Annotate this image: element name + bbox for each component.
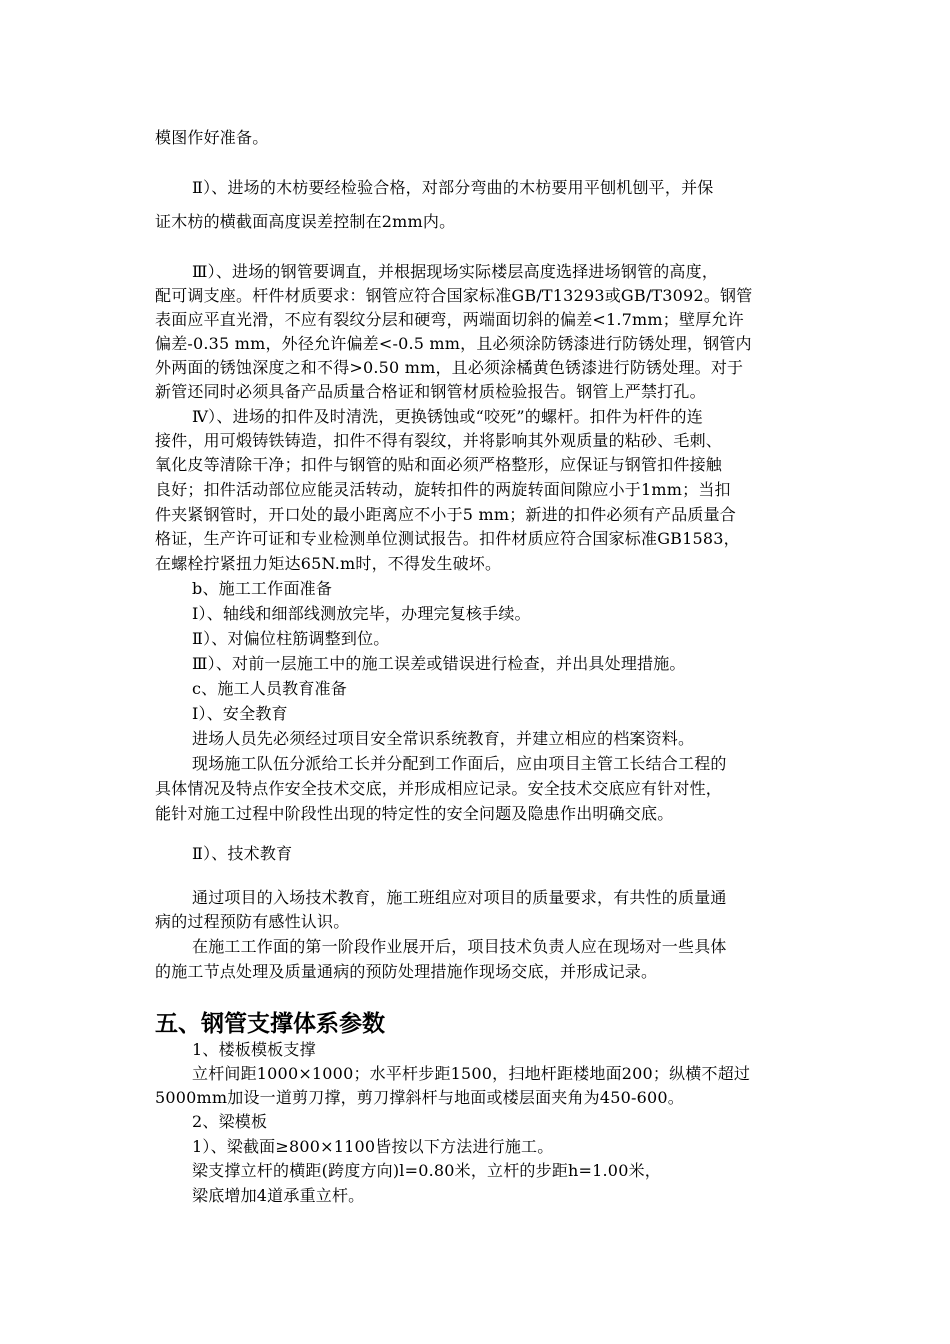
text-line: 配可调支座。杆件材质要求：钢管应符合国家标准GB/T13293或GB/T3092。钢管 [155,286,753,305]
text-line: 的施工节点处理及质量通病的预防处理措施作现场交底，并形成记录。 [155,962,658,981]
text-line: 梁底增加4道承重立杆。 [192,1186,365,1205]
text-line: 进场人员先必须经过项目安全常识系统教育，并建立相应的档案资料。 [192,729,695,748]
text-line: 2、梁模板 [192,1112,268,1131]
text-line: 外两面的锈蚀深度之和不得>0.50 mm，且必须涂橘黄色锈漆进行防锈处理。对于 [155,358,744,377]
text-line: 1、楼板模板支撑 [192,1040,316,1059]
text-line: 模图作好准备。 [155,128,269,147]
text-line: 立杆间距1000×1000；水平杆步距1500，扫地杆距楼地面200；纵横不超过 [192,1064,751,1083]
text-line: 现场施工队伍分派给工长并分配到工作面后，应由项目主管工长结合工程的 [192,754,727,773]
text-line: Ⅲ）、进场的钢管要调直，并根据现场实际楼层高度选择进场钢管的高度， [192,262,719,281]
text-line: Ⅱ）、技术教育 [192,844,293,863]
text-line: b、施工工作面准备 [192,579,333,598]
text-line: 具体情况及特点作安全技术交底，并形成相应记录。安全技术交底应有针对性， [155,779,723,798]
text-line: 接件，用可煅铸铁铸造，扣件不得有裂纹，并将影响其外观质量的粘砂、毛刺、 [155,431,723,450]
text-line: c、施工人员教育准备 [192,679,347,698]
text-line: 氧化皮等清除干净；扣件与钢管的贴和面必须严格整形，应保证与钢管扣件接触 [155,455,723,474]
text-line: 证木枋的横截面高度误差控制在2mm内。 [155,212,456,231]
text-line: 能针对施工过程中阶段性出现的特定性的安全问题及隐患作出明确交底。 [155,804,674,823]
text-line: 在螺栓拧紧扭力矩达65N.m时，不得发生破坏。 [155,554,502,573]
text-line: 通过项目的入场技术教育，施工班组应对项目的质量要求，有共性的质量通 [192,888,727,907]
section-heading: 五、钢管支撑体系参数 [155,1011,385,1037]
text-line: 格证，生产许可证和专业检测单位测试报告。扣件材质应符合国家标准GB1583， [155,529,740,548]
text-line: 1）、梁截面≥800×1100皆按以下方法进行施工。 [192,1137,554,1156]
text-line: Ⅲ）、对前一层施工中的施工误差或错误进行检查，并出具处理措施。 [192,654,686,673]
text-line: 梁支撑立杆的横距(跨度方向)l=0.80米，立杆的步距h=1.00米， [192,1161,661,1180]
text-line: 在施工工作面的第一阶段作业展开后，项目技术负责人应在现场对一些具体 [192,937,727,956]
text-line: Ⅰ）、安全教育 [192,704,288,723]
text-line: 良好；扣件活动部位应能灵活转动，旋转扣件的两旋转面间隙应小于1mm；当扣 [155,480,731,499]
text-line: 新管还同时必须具备产品质量合格证和钢管材质检验报告。钢管上严禁打孔。 [155,382,706,401]
text-line: 5000mm加设一道剪刀撑，剪刀撑斜杆与地面或楼层面夹角为450-600。 [155,1088,684,1107]
text-line: 病的过程预防有感性认识。 [155,912,350,931]
text-line: 件夹紧钢管时，开口处的最小距离应不小于5 mm；新进的扣件必须有产品质量合 [155,505,737,524]
text-line: Ⅱ）、对偏位柱筋调整到位。 [192,629,390,648]
text-line: 表面应平直光滑，不应有裂纹分层和硬弯，两端面切斜的偏差<1.7mm；壁厚允许 [155,310,744,329]
text-line: Ⅳ）、进场的扣件及时清洗，更换锈蚀或“咬死”的螺杆。扣件为杆件的连 [192,407,703,426]
text-line: Ⅱ）、进场的木枋要经检验合格，对部分弯曲的木枋要用平刨机刨平，并保 [192,178,714,197]
text-line: Ⅰ）、轴线和细部线测放完毕，办理完复核手续。 [192,604,531,623]
text-line: 偏差-0.35 mm，外径允许偏差<-0.5 mm，且必须涂防锈漆进行防锈处理，钢管内 [155,334,752,353]
